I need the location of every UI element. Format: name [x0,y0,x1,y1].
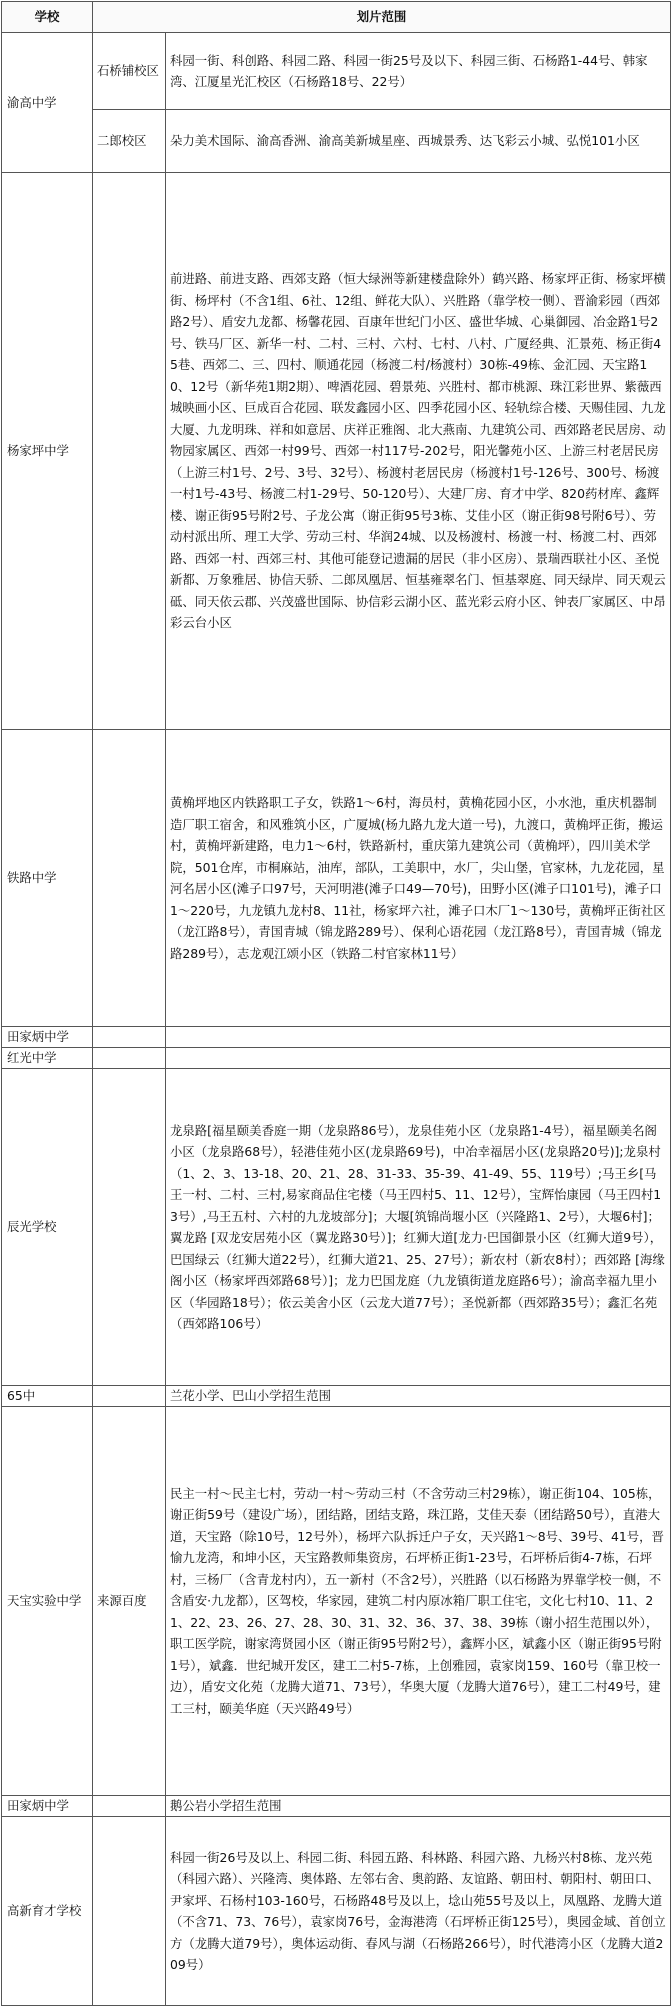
school-name: 杨家坪中学 [2,173,93,730]
header-range: 划片范围 [93,2,671,33]
campus-name [93,1027,166,1048]
school-name: 田家炳中学 [2,1796,93,1817]
campus-name [93,1796,166,1817]
zone-range [166,1027,671,1048]
zone-range: 科园一街26号及以上、科园二街、科园五路、科林路、科园六路、九杨兴村8栋、龙兴苑（科园六路）、兴隆湾、奥体路、左邻右舍、奥韵路、友谊路、朝田村、朝阳村、朝田口、尹家坪、石杨村103-160号，石杨路48号及以上，埝山苑55号及以上，凤凰路、龙腾大道（不含71、73、76号），袁家岗76号，金海港湾（石坪桥正街125号），奥园金域、首创立方（龙腾大道79号），奥体运动街、春风与湖（石杨路266号），时代港湾小区（龙腾大道209号） [166,1817,671,2006]
school-name: 高新育才学校 [2,1817,93,2006]
zone-range: 前进路、前进支路、西郊支路（恒大绿洲等新建楼盘除外）鹤兴路、杨家坪正街、杨家坪横街、杨坪村（不含1组、6社、12组、鲜花大队）、兴胜路（靠学校一侧）、晋渝彩园（西郊路2号）、盾安九龙都、杨馨花园、百康年世纪门小区、盛世华城、心巢御园、冶金路1号2号、铁马厂区、新华一村、二村、三村、六村、七村、八村、广厦经典、汇景苑、杨正街45巷、西郊二、三、四村、顺通花园（杨渡二村/杨渡村）30栋-49栋、金汇园、天宝路10、12号（新华苑1期2期）、啤酒花园、碧景苑、兴胜村、都市桃源、珠江彩世界、紫薇西城映画小区、巨成百合花园、联发鑫园小区、四季花园小区、轻轨综合楼、天赐佳园、九龙大厦、九龙明珠、祥和如意居、庆祥正雅阁、北大燕南、九建筑公司、西郊路老民居房、动物园家属区、西郊一村99号、西郊一村117号-202号，阳光馨苑小区、上游三村老居民房（上游三村1号、2号、3号、32号）、杨渡村老居民房（杨渡村1号-126号、300号、杨渡一村1号-43号、杨渡二村1-29号、50-120号）、大建厂房、育才中学、820药材库、鑫辉楼、谢正街95号附2号、子龙公寓（谢正街95号3栋、艾佳小区（谢正街98号附6号）、劳动村派出所、理工大学、劳动三村、华润24城、以及杨渡村、杨渡一村、杨渡二村、西郊路、西郊一村、西郊三村、其他可能登记遗漏的居民（非小区房）、景瑞西联社小区、圣悦新都、万象雅居、协信天骄、二郎凤凰居、恒基雍翠名门、恒基翠庭、同天绿岸、同天观云砥、同天依云郡、兴茂盛世国际、协信彩云湖小区、蓝光彩云府小区、钟表厂家属区、中昂彩云台小区 [166,173,671,730]
school-name: 65中 [2,1386,93,1407]
table-row [2,33,671,110]
campus-name: 来源百度 [93,1407,166,1796]
table-row [2,1407,671,1796]
table-row [2,1048,671,1069]
campus-name [93,1048,166,1069]
table-row [2,1069,671,1386]
zone-range: 民主一村～民主七村，劳动一村～劳动三村（不含劳动三村29栋），谢正街104、105栋，谢正街59号（建设广场），团结路，团结支路，珠江路，艾佳天泰（团结路50号），直港大道，天宝路（除10号，12号外），杨坪六队拆迁户子女，天兴路1～8号、39号、41号，晋愉九龙湾，和坤小区，天宝路教师集资房，石坪桥正街1-23号，石坪桥后街4-7栋，石坪村，三杨厂（含青龙村内），五一新村（不含2号），兴胜路（以石杨路为界靠学校一侧，不含盾安·九龙都），区驾校，华家园，建筑二村内原冰箱厂职工住宅，文化七村10、11、21、22、23、26、27、28、30、31、32、36、37、38、39栋（谢小招生范围以外），职工医学院，谢家湾贤园小区（谢正街95号附2号），鑫辉小区，斌鑫小区（谢正街95号附1号），斌鑫．世纪城开发区，建工二村5-7栋，上创雅园，袁家岗159、160号（靠卫校一边），盾安文化苑（龙腾大道71、73号），华奥大厦（龙腾大道76号），建工二村49号，建工三村，颐美华庭（天兴路49号） [166,1407,671,1796]
campus-name [93,1386,166,1407]
school-name: 渝高中学 [2,33,93,173]
table-row [2,110,671,173]
campus-name: 石桥铺校区 [93,33,166,110]
table-row [2,173,671,730]
table-header-row [2,2,671,33]
campus-name [93,173,166,730]
table-row [2,1796,671,1817]
campus-name [93,1817,166,2006]
zoning-table [1,1,671,2006]
table-row [2,730,671,1027]
campus-name [93,1069,166,1386]
zone-range: 朵力美术国际、渝高香洲、渝高美新城星座、西城景秀、达飞彩云小城、弘悦101小区 [166,110,671,173]
zone-range: 兰花小学、巴山小学招生范围 [166,1386,671,1407]
zone-range: 黄桷坪地区内铁路职工子女，铁路1～6村，海员村，黄桷花园小区，小水池，重庆机器制造厂职工宿舍，和风雅筑小区，广厦城(杨九路九龙大道一号)，九渡口，黄桷坪正街，搬运村，黄桷坪新建路，电力1～6村，铁路新村，重庆第九建筑公司（黄桷坪），四川美术学院，501仓库，市桐麻站，油库，部队，工美职中，水厂，尖山堡，官家林，九龙花园，星河名居小区(滩子口97号，天河明港(滩子口49—70号)，田野小区(滩子口101号)，滩子口1～220号，九龙镇九龙村8、11社，杨家坪六社，滩子口木厂1～130号，黄桷坪正街社区（龙江路8号），青国青城（锦龙路289号）、保利心语花园（龙江路8号），青国青城（锦龙路289号），志龙观江颂小区（铁路二村官家林11号） [166,730,671,1027]
zone-range: 龙泉路[福星颐美香庭一期（龙泉路86号），龙泉佳苑小区（龙泉路1-4号），福星颐美名阁小区（龙泉路68号），轻港佳苑小区(龙泉路69号)，中冶幸福居小区(龙泉路20号)];龙泉村（1、2、3、13-18、20、21、28、31-33、35-39、41-49、55、119号）;马王乡[马王一村、二村、三村,易家商品住宅楼（马王四村5、11、12号），宝辉怡康园（马王四村13号）,马王五村、六村的九龙坡部分]；大堰[筑锦尚堰小区（兴隆路1、2号），大堰6村]；翼龙路 [双龙安居苑小区（翼龙路30号）]；红狮大道[龙力·巴国御景小区（红狮大道9号），巴国绿云（红狮大道22号），红狮大道21、25、27号）；新农村（新农8村）；西郊路 [海缘阁小区（杨家坪西郊路68号）]；龙力巴国龙庭（九龙镇街道龙庭路6号）；渝高幸福九里小区（华园路18号）；依云美舍小区（云龙大道77号）；圣悦新都（西郊路35号）；鑫汇名苑（西郊路106号） [166,1069,671,1386]
school-name: 铁路中学 [2,730,93,1027]
zone-range [166,1048,671,1069]
zone-range: 科园一街、科创路、科园二路、科园一街25号及以下、科园三街、石杨路1-44号、韩家湾、江厦星光汇校区（石杨路18号、22号） [166,33,671,110]
zone-range: 鹅公岩小学招生范围 [166,1796,671,1817]
table-row [2,1386,671,1407]
school-name: 田家炳中学 [2,1027,93,1048]
table-row [2,1027,671,1048]
school-name: 天宝实验中学 [2,1407,93,1796]
campus-name [93,730,166,1027]
table-row [2,1817,671,2006]
campus-name: 二郎校区 [93,110,166,173]
school-name: 辰光学校 [2,1069,93,1386]
header-school: 学校 [2,2,93,33]
school-name: 红光中学 [2,1048,93,1069]
